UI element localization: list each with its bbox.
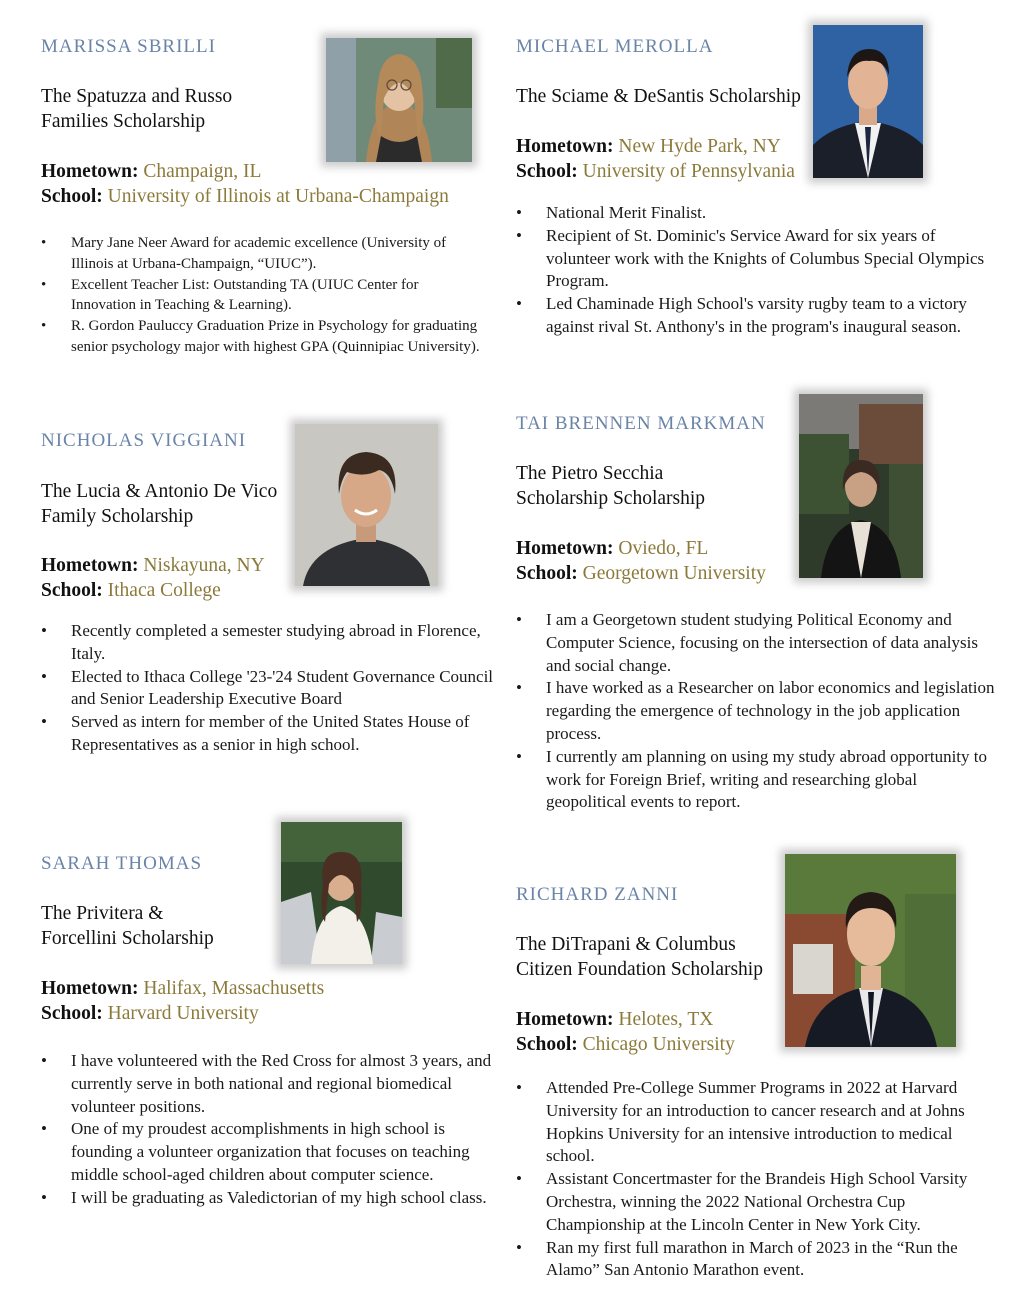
list-item: • I have volunteered with the Red Cross for almost 3 years, and currently serve in both national and regional biomedical volunteer positions. (41, 1050, 503, 1118)
school-line (41, 1001, 259, 1026)
scholar-photo (326, 38, 472, 162)
achievement-list (41, 620, 501, 757)
scholar-photo (799, 394, 923, 578)
scholar-name: TAI BRENNEN MARKMAN (516, 413, 766, 434)
scholar-name: RICHARD ZANNI (516, 884, 679, 905)
list-item: • I will be graduating as Valedictorian of my high school class. (41, 1187, 503, 1210)
list-item: • Attended Pre-College Summer Programs in 2022 at Harvard University for an introduction to cancer research and at Johns Hopkins University for an intensive introduction to medical school. (516, 1077, 1001, 1168)
scholarship-title: The Sciame & DeSantis Scholarship (516, 86, 801, 107)
hometown-value: Oviedo, FL (618, 538, 709, 559)
school-value: University of Illinois at Urbana-Champaign (107, 186, 449, 207)
list-item: • Recently completed a semester studying abroad in Florence, Italy. (41, 620, 501, 666)
list-item: • Ran my first full marathon in March of 2023 in the “Run the Alamo” San Antonio Marathon event. (516, 1237, 1001, 1283)
list-item: • Excellent Teacher List: Outstanding TA (UIUC Center for Innovation in Teaching & Learning). (41, 275, 481, 317)
achievement-list (41, 233, 481, 358)
school-line (41, 184, 449, 209)
hometown-value: New Hyde Park, NY (618, 136, 781, 157)
list-item: • I currently am planning on using my study abroad opportunity to work for Foreign Brief, writing and researching global geopolitical events to report. (516, 746, 998, 814)
school-line (516, 1032, 735, 1057)
school-label: School: (516, 161, 578, 182)
list-item: • Mary Jane Neer Award for academic excellence (University of Illinois at Urbana-Champaign, “UIUC”). (41, 233, 481, 275)
hometown-line (516, 1007, 713, 1032)
hometown-line (41, 553, 265, 578)
scholar-photo (785, 854, 956, 1047)
school-value: Harvard University (107, 1003, 259, 1024)
list-item: • National Merit Finalist. (516, 202, 986, 225)
scholar-photo (813, 25, 923, 178)
scholarship-title: The DiTrapani & Columbus Citizen Foundation Scholarship (516, 934, 763, 980)
school-label: School: (41, 580, 103, 601)
hometown-label: Hometown: (41, 555, 139, 576)
hometown-value: Champaign, IL (143, 161, 262, 182)
list-item: • I am a Georgetown student studying Political Economy and Computer Science, focusing on the intersection of data analysis and social change. (516, 609, 998, 677)
scholarship-title: The Privitera & Forcellini Scholarship (41, 903, 214, 949)
school-value: University of Pennsylvania (582, 161, 795, 182)
achievement-list (516, 1077, 1001, 1282)
school-label: School: (516, 1034, 578, 1055)
achievement-list (516, 202, 986, 339)
scholarship-title: The Lucia & Antonio De Vico Family Scholarship (41, 481, 278, 527)
list-item: • Elected to Ithaca College '23-'24 Student Governance Council and Senior Leadership Executive Board (41, 666, 501, 712)
hometown-value: Niskayuna, NY (143, 555, 265, 576)
scholarship-title: The Spatuzza and Russo Families Scholarship (41, 86, 233, 132)
list-item: • Recipient of St. Dominic's Service Award for six years of volunteer work with the Knights of Columbus Special Olympics Program. (516, 225, 986, 293)
scholarship-title: The Pietro Secchia Scholarship Scholarship (516, 463, 706, 509)
scholar-name: NICHOLAS VIGGIANI (41, 430, 247, 451)
scholar-name: MICHAEL MEROLLA (516, 36, 714, 57)
scholar-photo (281, 822, 402, 964)
list-item: • Led Chaminade High School's varsity rugby team to a victory against rival St. Anthony's in the program's inaugural season. (516, 293, 986, 339)
list-item: • Served as intern for member of the United States House of Representatives as a senior in high school. (41, 711, 501, 757)
scholar-photo (295, 424, 438, 586)
hometown-label: Hometown: (516, 538, 614, 559)
list-item: • R. Gordon Pauluccy Graduation Prize in Psychology for graduating senior psychology major with highest GPA (Quinnipiac University). (41, 316, 481, 358)
achievement-list (41, 1050, 503, 1210)
school-label: School: (41, 186, 103, 207)
hometown-line (516, 536, 708, 561)
hometown-line (41, 976, 324, 1001)
hometown-label: Hometown: (516, 136, 614, 157)
school-value: Georgetown University (582, 563, 766, 584)
list-item: • I have worked as a Researcher on labor economics and legislation regarding the emergence of technology in the job application process. (516, 677, 998, 745)
hometown-label: Hometown: (516, 1009, 614, 1030)
school-line (516, 159, 795, 184)
hometown-label: Hometown: (41, 161, 139, 182)
school-value: Ithaca College (107, 580, 221, 601)
list-item: • Assistant Concertmaster for the Brandeis High School Varsity Orchestra, winning the 2022 National Orchestra Cup Championship at the Lincoln Center in New York City. (516, 1168, 1001, 1236)
school-value: Chicago University (582, 1034, 735, 1055)
school-line (516, 561, 766, 586)
scholar-name: MARISSA SBRILLI (41, 36, 216, 57)
list-item: • One of my proudest accomplishments in high school is founding a volunteer organization that focuses on teaching middle school-aged children about computer science. (41, 1118, 503, 1186)
hometown-line (516, 134, 781, 159)
achievement-list (516, 609, 998, 814)
hometown-label: Hometown: (41, 978, 139, 999)
school-label: School: (41, 1003, 103, 1024)
hometown-line (41, 159, 261, 184)
school-label: School: (516, 563, 578, 584)
hometown-value: Helotes, TX (618, 1009, 714, 1030)
school-line (41, 578, 221, 603)
scholar-name: SARAH THOMAS (41, 853, 203, 874)
hometown-value: Halifax, Massachusetts (143, 978, 325, 999)
